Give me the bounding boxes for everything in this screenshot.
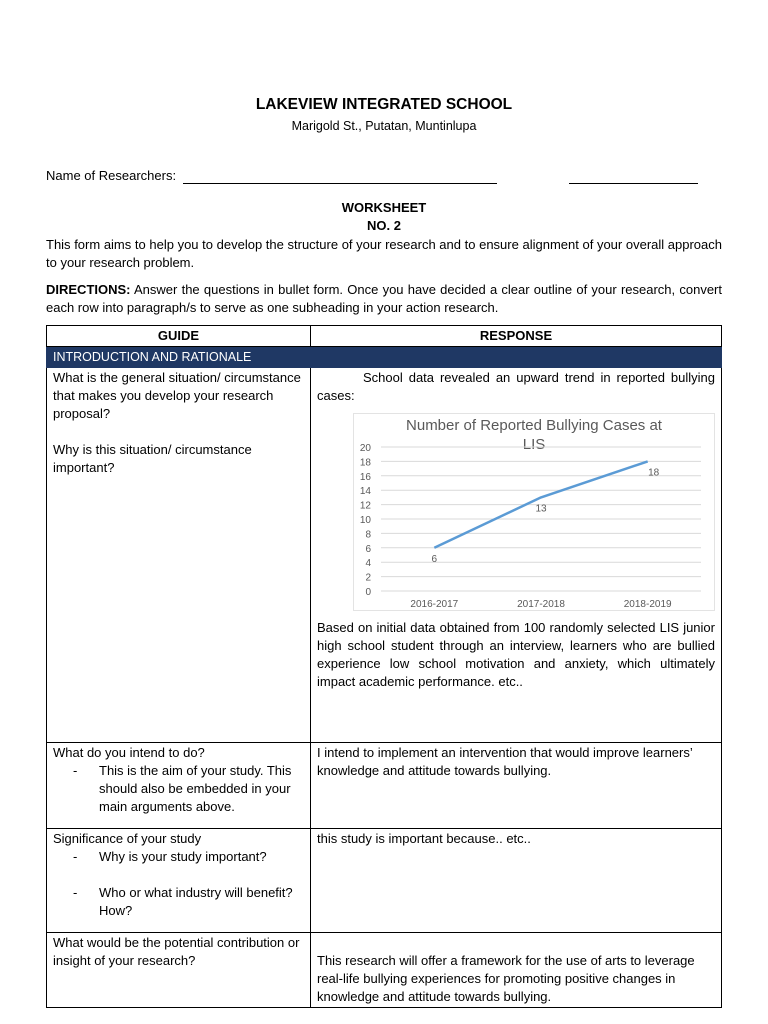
researchers-label: Name of Researchers:	[46, 168, 177, 183]
y-tick-label: 6	[365, 543, 371, 555]
guide-bullet	[53, 848, 304, 866]
table-row	[47, 829, 722, 933]
dash-marker: -	[73, 849, 78, 864]
response-cell[interactable]	[311, 829, 722, 933]
guide-bullet-text: Who or what industry will benefit? How?	[99, 885, 293, 918]
guide-bullet	[53, 884, 304, 920]
x-tick-label: 2017-2018	[517, 599, 565, 610]
response-cell[interactable]	[311, 933, 722, 1008]
bullying-cases-chart	[353, 413, 715, 611]
response-cell[interactable]	[311, 743, 722, 829]
response-text: This research will offer a framework for the use of arts to leverage real-life bullying experiences for promoting positive changes in knowledge and attitude towards bullying.	[317, 953, 695, 1004]
guide-question: Why is this situation/ circumstance important?	[53, 442, 252, 475]
guide-cell	[47, 829, 311, 933]
worksheet-table	[46, 325, 722, 1008]
y-tick-label: 8	[365, 529, 371, 541]
guide-bullet-text: Why is your study important?	[99, 849, 267, 864]
directions-text: Answer the questions in bullet form. Once you have decided a clear outline of your research, convert each row into paragraph/s to serve as one subheading in your action research.	[46, 282, 722, 315]
table-row	[47, 743, 722, 829]
y-tick-label: 4	[365, 558, 371, 570]
guide-cell	[47, 368, 311, 743]
guide-bullet	[53, 762, 304, 816]
y-tick-label: 20	[359, 443, 371, 454]
response-text: School data revealed an upward trend in reported bullying cases:	[317, 370, 715, 403]
response-text: this study is important because.. etc..	[317, 831, 531, 846]
worksheet-title: WORKSHEET	[341, 200, 427, 215]
section-row	[47, 347, 722, 368]
x-tick-label: 2018-2019	[623, 599, 672, 610]
dash-marker: -	[73, 763, 78, 778]
table-row	[47, 933, 722, 1008]
guide-bullet-text: This is the aim of your study. This should also be embedded in your main arguments above.	[99, 763, 292, 814]
worksheet-number: NO. 2	[367, 218, 401, 233]
table-header-row	[47, 326, 722, 347]
school-address: Marigold St., Putatan, Muntinlupa	[291, 119, 477, 133]
y-tick-label: 14	[359, 486, 371, 498]
y-tick-label: 2	[365, 572, 371, 584]
guide-question: What is the general situation/ circumstance that makes you develop your research proposal?	[53, 370, 301, 421]
guide-cell	[47, 743, 311, 829]
researchers-name-line[interactable]	[183, 183, 497, 184]
directions-paragraph	[46, 281, 722, 317]
data-label: 13	[535, 503, 547, 515]
guide-cell	[47, 933, 311, 1008]
school-name: LAKEVIEW INTEGRATED SCHOOL	[255, 96, 513, 113]
y-tick-label: 0	[365, 587, 371, 598]
response-text: I intend to implement an intervention that would improve learners’ knowledge and attitude towards bullying.	[317, 745, 693, 778]
x-tick-label: 2016-2017	[410, 599, 459, 610]
y-tick-label: 18	[359, 457, 371, 469]
section-title: INTRODUCTION AND RATIONALE	[47, 347, 722, 368]
y-tick-label: 10	[359, 515, 371, 526]
data-label: 6	[431, 553, 438, 565]
guide-question: What do you intend to do?	[53, 745, 205, 760]
table-row	[47, 368, 722, 743]
intro-paragraph: This form aims to help you to develop the structure of your research and to ensure alignment of your overall approach to your research problem.	[46, 237, 722, 270]
guide-column-header: GUIDE	[47, 326, 311, 347]
researchers-name-line-2[interactable]	[569, 183, 698, 184]
response-cell[interactable]	[311, 368, 722, 743]
response-column-header: RESPONSE	[311, 326, 722, 347]
chart-title: Number of Reported Bullying Cases at	[406, 417, 662, 434]
guide-question: What would be the potential contribution or insight of your research?	[53, 935, 300, 968]
data-label: 18	[648, 467, 660, 479]
response-text: Based on initial data obtained from 100 randomly selected LIS junior high school student through an interview, learners who are bullied experience low school motivation and anxiety, which ultimately impact academic performance. etc..	[317, 620, 715, 689]
dash-marker: -	[73, 885, 78, 900]
chart-svg	[353, 413, 715, 611]
y-tick-label: 12	[359, 500, 371, 512]
y-tick-label: 16	[359, 471, 371, 483]
directions-label: DIRECTIONS:	[46, 282, 131, 297]
guide-question: Significance of your study	[53, 831, 202, 846]
chart-title-line-2: LIS	[522, 436, 546, 453]
